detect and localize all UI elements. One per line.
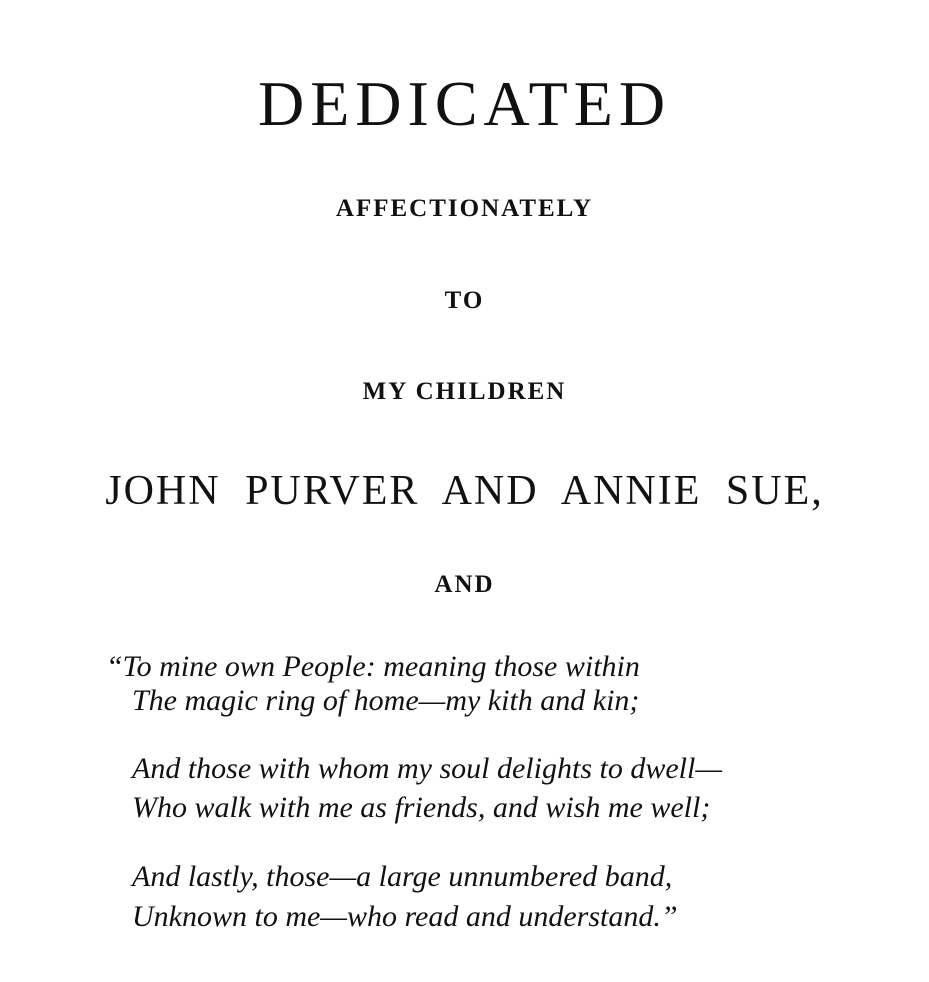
verse-line: “To mine own People: meaning those within <box>106 650 640 683</box>
dedication-title: DEDICATED <box>257 68 672 139</box>
verse-line: Who walk with me as friends, and wish me well; <box>132 791 711 824</box>
verse-line: The magic ring of home—my kith and kin; <box>132 684 640 717</box>
children-names: JOHN PURVER AND ANNIE SUE, <box>105 468 824 514</box>
verse-line: And those with whom my soul delights to dwell— <box>132 752 722 785</box>
affectionately-line: AFFECTIONATELY <box>335 195 594 222</box>
and-line: AND <box>434 571 495 598</box>
to-line: TO <box>444 287 485 314</box>
verse-line: Unknown to me—who read and understand.” <box>132 900 678 933</box>
my-children-line: MY CHILDREN <box>362 378 567 405</box>
verse-line: And lastly, those—a large unnumbered band, <box>132 860 673 893</box>
